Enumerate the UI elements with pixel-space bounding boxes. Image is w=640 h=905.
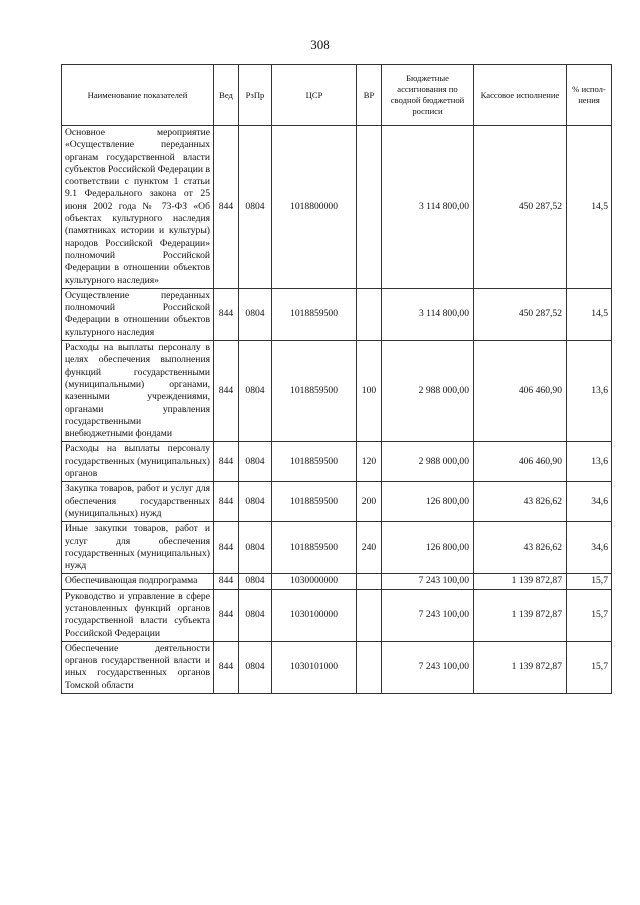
row-name: Иные закупки товаров, работ и услуг для обеспечения государственных (муниципальных) нужд xyxy=(62,522,214,574)
row-cash: 1 139 872,87 xyxy=(474,641,567,693)
row-csr: 1030100000 xyxy=(272,589,357,641)
row-budget: 126 800,00 xyxy=(382,482,474,522)
row-budget: 126 800,00 xyxy=(382,522,474,574)
row-budget: 3 114 800,00 xyxy=(382,288,474,340)
row-cash: 406 460,90 xyxy=(474,442,567,482)
header-budget: Бюджетные ассигнования по сводной бюджетной росписи xyxy=(382,65,474,126)
row-budget: 7 243 100,00 xyxy=(382,589,474,641)
row-rzpr: 0804 xyxy=(239,482,272,522)
row-vr xyxy=(357,574,382,589)
row-budget: 2 988 000,00 xyxy=(382,341,474,442)
row-percent: 14,5 xyxy=(567,126,612,289)
table-row xyxy=(62,574,612,589)
row-ved: 844 xyxy=(214,574,239,589)
header-name: Наименование показателей xyxy=(62,65,214,126)
row-ved: 844 xyxy=(214,341,239,442)
row-ved: 844 xyxy=(214,641,239,693)
table-row xyxy=(62,126,612,289)
row-cash: 406 460,90 xyxy=(474,341,567,442)
row-ved: 844 xyxy=(214,442,239,482)
table-row xyxy=(62,589,612,641)
row-rzpr: 0804 xyxy=(239,288,272,340)
row-csr: 1030101000 xyxy=(272,641,357,693)
row-name: Обеспечение деятельности органов государственной власти и иных государственных органов Томской области xyxy=(62,641,214,693)
row-rzpr: 0804 xyxy=(239,442,272,482)
row-budget: 7 243 100,00 xyxy=(382,574,474,589)
table-row xyxy=(62,442,612,482)
table-row xyxy=(62,288,612,340)
row-rzpr: 0804 xyxy=(239,126,272,289)
row-name: Руководство и управление в сфере установленных функций органов государственной власти субъекта Российской Федерации xyxy=(62,589,214,641)
row-cash: 450 287,52 xyxy=(474,288,567,340)
row-ved: 844 xyxy=(214,126,239,289)
row-csr: 1018859500 xyxy=(272,522,357,574)
row-budget: 7 243 100,00 xyxy=(382,641,474,693)
row-vr xyxy=(357,641,382,693)
row-vr xyxy=(357,589,382,641)
row-ved: 844 xyxy=(214,482,239,522)
row-vr: 200 xyxy=(357,482,382,522)
row-percent: 15,7 xyxy=(567,589,612,641)
row-vr xyxy=(357,126,382,289)
row-name: Расходы на выплаты персоналу в целях обеспечения выполнения функций государственными (муниципальными) органами, казенными учреждениями, органами управления государственными внебюджетными фондами xyxy=(62,341,214,442)
row-percent: 13,6 xyxy=(567,442,612,482)
header-rzpr: РзПр xyxy=(239,65,272,126)
row-rzpr: 0804 xyxy=(239,589,272,641)
row-cash: 1 139 872,87 xyxy=(474,589,567,641)
row-csr: 1018859500 xyxy=(272,442,357,482)
table-row xyxy=(62,641,612,693)
row-budget: 3 114 800,00 xyxy=(382,126,474,289)
row-name: Закупка товаров, работ и услуг для обеспечения государственных (муниципальных) нужд xyxy=(62,482,214,522)
row-csr: 1018800000 xyxy=(272,126,357,289)
row-rzpr: 0804 xyxy=(239,522,272,574)
header-percent: % испол-нения xyxy=(567,65,612,126)
row-name: Осуществление переданных полномочий Российской Федерации в отношении объектов культурного наследия xyxy=(62,288,214,340)
row-percent: 34,6 xyxy=(567,522,612,574)
row-percent: 34,6 xyxy=(567,482,612,522)
table-header-row xyxy=(62,65,612,126)
row-cash: 450 287,52 xyxy=(474,126,567,289)
row-percent: 15,7 xyxy=(567,641,612,693)
header-cash: Кассовое исполнение xyxy=(474,65,567,126)
row-rzpr: 0804 xyxy=(239,641,272,693)
row-ved: 844 xyxy=(214,522,239,574)
row-rzpr: 0804 xyxy=(239,341,272,442)
row-percent: 13,6 xyxy=(567,341,612,442)
page-number: 308 xyxy=(310,37,330,52)
row-percent: 15,7 xyxy=(567,574,612,589)
header-csr: ЦСР xyxy=(272,65,357,126)
table-row xyxy=(62,522,612,574)
row-name: Расходы на выплаты персоналу государственных (муниципальных) органов xyxy=(62,442,214,482)
row-percent: 14,5 xyxy=(567,288,612,340)
row-name: Основное мероприятие «Осуществление переданных органам государственной власти субъектов Российской Федерации в соответствии с пунктом 1 статьи 9.1 Федерального закона от 25 июня 2002 года № 73-ФЗ «Об объектах культурного наследия (памятниках истории и культуры) народов Российской Федерации» полномочий Российской Федерации в отношении объектов культурного наследия» xyxy=(62,126,214,289)
row-csr: 1018859500 xyxy=(272,288,357,340)
row-ved: 844 xyxy=(214,589,239,641)
table-row xyxy=(62,341,612,442)
header-ved: Вед xyxy=(214,65,239,126)
row-vr: 100 xyxy=(357,341,382,442)
row-rzpr: 0804 xyxy=(239,574,272,589)
row-vr xyxy=(357,288,382,340)
row-csr: 1018859500 xyxy=(272,482,357,522)
row-budget: 2 988 000,00 xyxy=(382,442,474,482)
row-csr: 1018859500 xyxy=(272,341,357,442)
table-row xyxy=(62,482,612,522)
row-cash: 43 826,62 xyxy=(474,482,567,522)
row-ved: 844 xyxy=(214,288,239,340)
header-vr: ВР xyxy=(357,65,382,126)
row-vr: 240 xyxy=(357,522,382,574)
row-cash: 1 139 872,87 xyxy=(474,574,567,589)
row-vr: 120 xyxy=(357,442,382,482)
row-csr: 1030000000 xyxy=(272,574,357,589)
row-cash: 43 826,62 xyxy=(474,522,567,574)
row-name: Обеспечивающая подпрограмма xyxy=(62,574,214,589)
budget-table xyxy=(61,64,612,694)
